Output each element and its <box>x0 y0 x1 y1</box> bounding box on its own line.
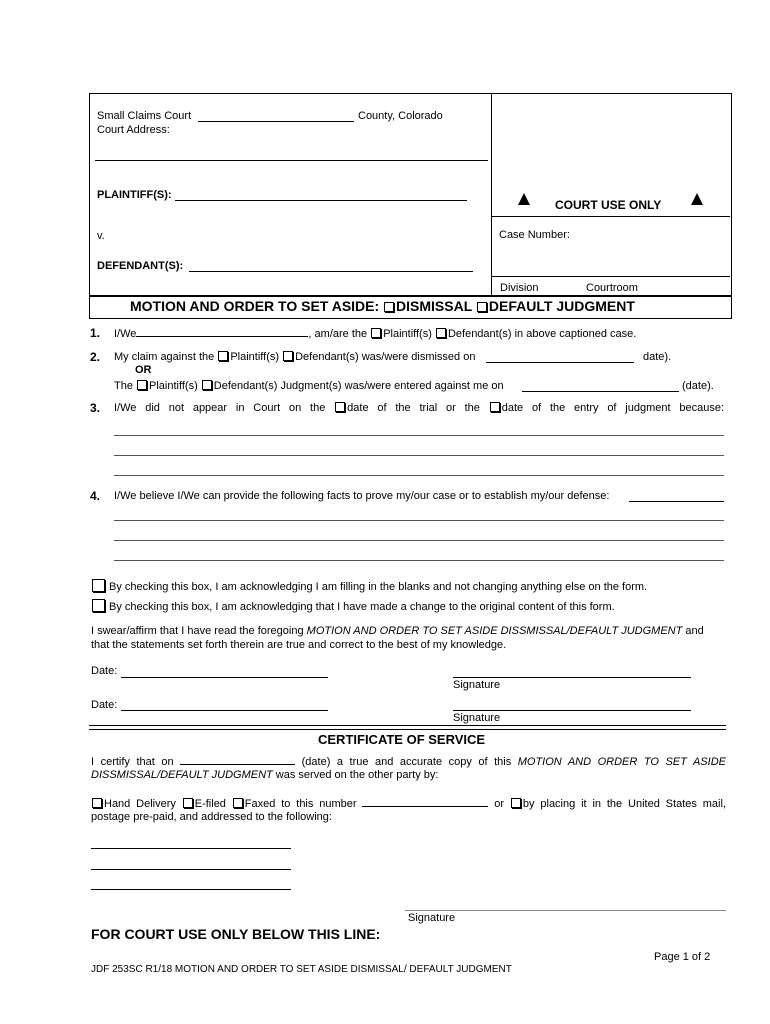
court-label: Small Claims Court <box>97 110 192 122</box>
plaintiff-label: PLAINTIFF(S): <box>97 189 172 201</box>
item-3-answer-line[interactable] <box>114 435 724 436</box>
division-label: Division <box>500 282 539 294</box>
county-field[interactable] <box>198 121 354 122</box>
item-2-line-1 <box>114 351 475 363</box>
form-title <box>130 298 635 314</box>
item-3-text-b: date of the trial or the <box>347 402 480 414</box>
mail-checkbox[interactable] <box>511 798 521 808</box>
ack-2-text: By checking this box, I am acknowledging that I have made a change to the original content of this form. <box>109 601 615 613</box>
or-label: or <box>494 798 505 810</box>
item-2-date-close: date). <box>643 351 672 363</box>
certificate-line-1 <box>91 755 726 768</box>
swear-line-2: that the statements set forth therein are true and correct to the best of my knowledge. <box>91 639 507 651</box>
date-field-2[interactable] <box>121 710 328 711</box>
up-arrow-icon <box>518 193 530 205</box>
item-1-plaintiff-checkbox[interactable] <box>371 328 381 338</box>
default-judgment-checkbox[interactable] <box>477 302 487 312</box>
hand-delivery-label: Hand Delivery <box>104 798 176 810</box>
certificate-heading: CERTIFICATE OF SERVICE <box>318 732 486 747</box>
certificate-signature-field[interactable] <box>405 910 726 911</box>
caption-divider <box>491 93 492 295</box>
item-2-date2: (date). <box>682 380 714 392</box>
item-2-dismissed-text: Defendant(s) was/were dismissed on <box>295 351 476 363</box>
postage-text: postage pre-paid, and addressed to the following: <box>91 811 332 823</box>
court-use-divider <box>492 216 730 217</box>
date-label-1: Date: <box>91 665 118 677</box>
hand-delivery-checkbox[interactable] <box>92 798 102 808</box>
item-1-number: 1. <box>90 326 101 340</box>
certificate-title-2: DISSMISSAL/DEFAULT JUDGMENT <box>91 769 273 781</box>
section-divider <box>89 725 726 730</box>
item-2-or: OR <box>135 364 152 376</box>
certificate-title-1: MOTION AND ORDER TO SET ASIDE <box>517 756 726 768</box>
signature-field-2[interactable] <box>453 710 691 711</box>
defendant-label: DEFENDANT(S): <box>97 260 184 272</box>
certificate-text-c: was served on the other party by: <box>275 769 439 781</box>
fax-number-field[interactable] <box>362 797 488 807</box>
service-methods <box>91 797 726 810</box>
faxed-label: Faxed to this number <box>244 798 357 810</box>
item-2b-defendant-checkbox[interactable] <box>202 380 212 390</box>
item-2-line-2 <box>114 380 504 392</box>
item-3-text-c: date of the entry of judgment because: <box>501 402 725 414</box>
item-4-number: 4. <box>90 489 101 503</box>
ack-1 <box>92 579 647 593</box>
item-2-claim-text: My claim against the <box>114 351 215 363</box>
courtroom-label: Courtroom <box>586 282 638 294</box>
item-4-answer-line[interactable] <box>114 520 724 521</box>
signature-field-1[interactable] <box>453 677 691 678</box>
item-3-answer-line[interactable] <box>114 455 724 456</box>
certificate-text-b: (date) a true and accurate copy of this <box>301 756 512 768</box>
signature-label-2: Signature <box>453 712 501 724</box>
item-4-answer-line[interactable] <box>114 560 724 561</box>
defendant-field[interactable] <box>189 271 473 272</box>
date-field-1[interactable] <box>121 677 328 678</box>
item-4-answer-line[interactable] <box>114 540 724 541</box>
item-3-number: 3. <box>90 401 101 415</box>
item-1-text <box>114 327 636 340</box>
item-1-defendant-checkbox[interactable] <box>436 328 446 338</box>
signature-label-1: Signature <box>453 679 501 691</box>
item-2-the: The <box>114 380 133 392</box>
item-4-answer-line[interactable] <box>629 501 724 502</box>
item-2-judgment-date-field[interactable] <box>522 391 679 392</box>
case-number-divider <box>492 276 730 277</box>
item-3-entry-checkbox[interactable] <box>490 402 500 412</box>
item-4-text: I/We believe I/We can provide the following facts to prove my/our case or to establish my/our defense: <box>114 490 610 502</box>
item-1-iwe: I/We <box>114 328 137 340</box>
dismissal-label: DISMISSAL <box>396 298 473 314</box>
plaintiff-field[interactable] <box>175 200 467 201</box>
item-1-plaintiff: Plaintiff(s) <box>383 328 432 340</box>
swear-line-1 <box>91 625 704 637</box>
faxed-checkbox[interactable] <box>233 798 243 808</box>
case-number-label: Case Number: <box>499 229 570 241</box>
efiled-label: E-filed <box>194 798 226 810</box>
item-2b-plaintiff-checkbox[interactable] <box>137 380 147 390</box>
swear-text-a: I swear/affirm that I have read the foregoing <box>91 625 304 637</box>
item-3-text <box>114 402 724 414</box>
certificate-date-field[interactable] <box>180 755 295 765</box>
item-1-amare: , am/are the <box>308 328 368 340</box>
item-2-dismissed-date-field[interactable] <box>486 362 634 363</box>
item-3-answer-line[interactable] <box>114 475 724 476</box>
dismissal-checkbox[interactable] <box>384 302 394 312</box>
versus-label: v. <box>97 230 105 242</box>
default-judgment-label: DEFAULT JUDGMENT <box>488 298 635 314</box>
item-2b-plaintiff: Plaintiff(s) <box>149 380 198 392</box>
form-title-main: MOTION AND ORDER TO SET ASIDE: <box>130 298 380 314</box>
certificate-signature-label: Signature <box>408 912 456 924</box>
ack-2 <box>92 599 615 613</box>
certificate-text-a: I certify that on <box>91 756 174 768</box>
efiled-checkbox[interactable] <box>183 798 193 808</box>
certificate-line-2 <box>91 769 438 781</box>
date-label-2: Date: <box>91 699 118 711</box>
item-2-defendant-checkbox[interactable] <box>283 351 293 361</box>
swear-text-b: and <box>685 625 704 637</box>
ack-1-text: By checking this box, I am acknowledging I am filling in the blanks and not changing anything else on the form. <box>109 581 648 593</box>
mail-label: by placing it in the United States mail, <box>522 798 726 810</box>
court-address-field[interactable] <box>95 160 488 161</box>
county-label: County, Colorado <box>358 110 443 122</box>
swear-title: MOTION AND ORDER TO SET ASIDE DISSMISSAL/DEFAULT JUDGMENT <box>306 625 683 637</box>
court-use-below-heading: FOR COURT USE ONLY BELOW THIS LINE: <box>91 926 381 942</box>
address-line[interactable] <box>91 848 291 849</box>
item-2-plaintiff-checkbox[interactable] <box>218 351 228 361</box>
item-2-judgment-text: Defendant(s) Judgment(s) was/were entered against me on <box>213 380 504 392</box>
address-line[interactable] <box>91 869 291 870</box>
item-2-plaintiff: Plaintiff(s) <box>230 351 280 363</box>
item-3-text-a: I/We did not appear in Court on the <box>114 402 326 414</box>
court-use-only-label: COURT USE ONLY <box>555 198 662 212</box>
ack-2-checkbox[interactable] <box>92 599 105 612</box>
page-number: Page 1 of 2 <box>654 951 711 963</box>
caption-box <box>89 93 732 297</box>
item-1-defendant: Defendant(s) in above captioned case. <box>447 328 637 340</box>
form-id: JDF 253SC R1/18 MOTION AND ORDER TO SET ASIDE DISMISSAL/ DEFAULT JUDGMENT <box>91 964 512 975</box>
item-1-name-field[interactable] <box>136 327 308 337</box>
item-3-trial-checkbox[interactable] <box>335 402 345 412</box>
ack-1-checkbox[interactable] <box>92 579 105 592</box>
item-2-number: 2. <box>90 350 101 364</box>
address-line[interactable] <box>91 889 291 890</box>
up-arrow-icon <box>691 193 703 205</box>
court-address-label: Court Address: <box>97 124 170 136</box>
